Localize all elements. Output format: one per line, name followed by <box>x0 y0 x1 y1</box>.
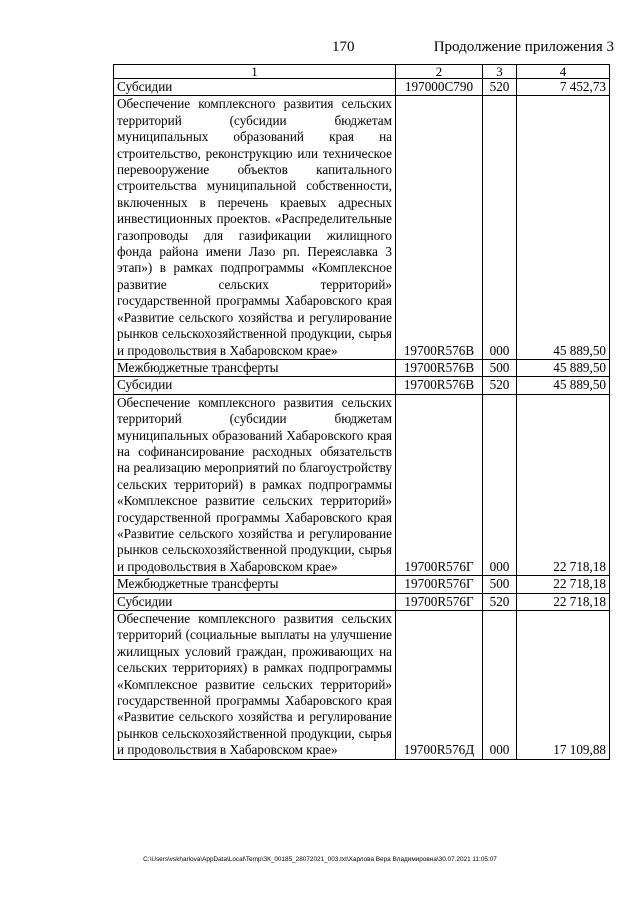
table-row <box>114 359 610 376</box>
item-name: Обеспечение комплексного развития сельских территорий (субсидии бюджетам муниципальных образований Хабаровского края на софинансирование расходных обязательств на реализацию мероприятий по благоустройству сельских территорий) в рамках подпрограммы «Комплексное развитие сельских территорий» государственной программы Хабаровского края «Развитие сельского хозяйства и регулирование рынков сельскохозяйственной продукции, сырья и продовольствия в Хабаровском крае» <box>114 394 396 575</box>
item-name: Субсидии <box>114 593 396 610</box>
table-header-row <box>114 65 610 79</box>
expense-type: 000 <box>483 394 517 575</box>
target-code: 197000C790 <box>396 79 483 96</box>
table-row <box>114 576 610 593</box>
target-code: 19700R576Г <box>396 576 483 593</box>
expense-type: 500 <box>483 576 517 593</box>
amount: 22 718,18 <box>517 394 610 575</box>
table-row <box>114 377 610 394</box>
table-row <box>114 611 610 760</box>
target-code: 19700R576Г <box>396 593 483 610</box>
amount: 7 452,73 <box>517 79 610 96</box>
target-code: 19700R576B <box>396 359 483 376</box>
expense-type: 520 <box>483 79 517 96</box>
item-name: Обеспечение комплексного развития сельских территорий (социальные выплаты на улучшение жилищных условий граждан, проживающих на сельских территориях) в рамках подпрограммы «Комплексное развитие сельских территорий» государственной программы Хабаровского края «Развитие сельского хозяйства и регулирование рынков сельскохозяйственной продукции, сырья и продовольствия в Хабаровском крае» <box>114 611 396 760</box>
target-code: 19700R576B <box>396 377 483 394</box>
column-header: 3 <box>483 65 517 79</box>
item-name: Межбюджетные трансферты <box>114 359 396 376</box>
amount: 45 889,50 <box>517 377 610 394</box>
column-header: 1 <box>114 65 396 79</box>
table-row <box>114 394 610 575</box>
amount: 17 109,88 <box>517 611 610 760</box>
expense-type: 500 <box>483 359 517 376</box>
target-code: 19700R576B <box>396 96 483 360</box>
item-name: Межбюджетные трансферты <box>114 576 396 593</box>
amount: 22 718,18 <box>517 576 610 593</box>
expense-type: 000 <box>483 611 517 760</box>
budget-table <box>113 64 610 760</box>
expense-type: 520 <box>483 593 517 610</box>
page-number: 170 <box>332 39 355 55</box>
item-name: Обеспечение комплексного развития сельских территорий (субсидии бюджетам муниципальных образований края на строительство, реконструкцию или техническое перевооружение объектов капитального строительства муниципальной собственности, включенных в перечень краевых адресных инвестиционных проектов. «Распределительные газопроводы для газификации жилищного фонда района имени Лазо рп. Переяславка 3 этап») в рамках подпрограммы «Комплексное развитие сельских территорий» государственной программы Хабаровского края «Развитие сельского хозяйства и регулирование рынков сельскохозяйственной продукции, сырья и продовольствия в Хабаровском крае» <box>114 96 396 360</box>
table-row <box>114 79 610 96</box>
table-row <box>114 593 610 610</box>
continuation-label: Продолжение приложения 3 <box>433 39 614 55</box>
table-row <box>114 96 610 360</box>
item-name: Субсидии <box>114 377 396 394</box>
amount: 45 889,50 <box>517 96 610 360</box>
column-header: 2 <box>396 65 483 79</box>
amount: 45 889,50 <box>517 359 610 376</box>
expense-type: 000 <box>483 96 517 360</box>
target-code: 19700R576Д <box>396 611 483 760</box>
item-name: Субсидии <box>114 79 396 96</box>
target-code: 19700R576Г <box>396 394 483 575</box>
column-header: 4 <box>517 65 610 79</box>
footer-file-path: C:\Users\vskharlova\AppData\Local\Temp\ЗК_00185_28072021_003.txt\Харлова Вера Владимировна\30.07.2021 11:05:07 <box>143 856 497 863</box>
expense-type: 520 <box>483 377 517 394</box>
amount: 22 718,18 <box>517 593 610 610</box>
